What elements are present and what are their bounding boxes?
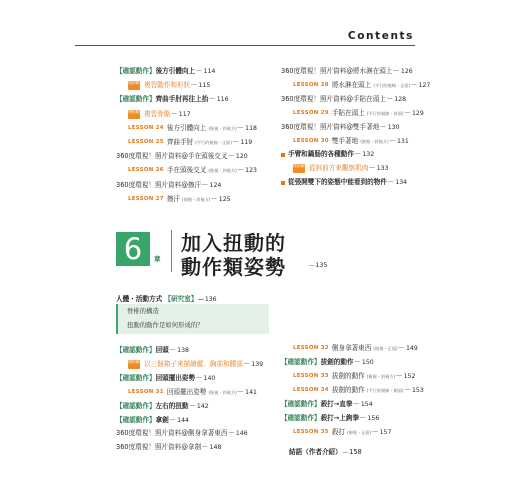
anatomy-badge: 運動解剖 (128, 360, 140, 369)
lesson-label: LESSON 28 (293, 81, 329, 88)
entry-view-note: (平行的視線・斜面) (366, 110, 404, 116)
entry-page: 133 (376, 165, 389, 173)
square-bullet-icon (281, 153, 285, 157)
info-heading-tag: 【研究室】 (164, 295, 198, 303)
leader-dash: ― (360, 415, 366, 421)
entry-page: 150 (361, 359, 374, 366)
toc-entry[interactable] (281, 427, 391, 438)
entry-view-note: (平行的視線・正面) (195, 140, 232, 145)
leader-dash: ― (237, 167, 244, 174)
toc-entry[interactable] (116, 194, 231, 205)
entry-title: 殺打→上鉤拳 (320, 414, 360, 422)
entry-page: 123 (245, 167, 257, 175)
entry-page: 127 (418, 81, 431, 89)
entry-title: 以三個箱子來描繪縱、胸部和腰部 (144, 359, 243, 368)
leader-dash: ― (369, 165, 375, 172)
entry-page: 134 (395, 179, 408, 187)
entry-page: 140 (203, 374, 216, 382)
chapter-divider (171, 230, 172, 272)
leader-dash: ― (404, 387, 410, 393)
toc-entry[interactable] (281, 371, 415, 382)
confirm-action-tag: 【確認動作】 (116, 95, 156, 104)
confirm-action-tag: 【確認動作】 (281, 358, 321, 366)
toc-entry[interactable] (116, 123, 257, 134)
entry-title: 拔劍的動作 (331, 386, 365, 394)
anatomy-badge: 運動解剖 (128, 110, 140, 119)
leader-dash: ― (189, 402, 195, 409)
entry-view-note: (平行的視線・正面) (373, 82, 411, 88)
entry-title: 照片資料@擦汗 (154, 180, 202, 189)
toc-entry[interactable] (116, 180, 221, 191)
entry-view-note: (俯視・斜視方) (208, 389, 237, 395)
toc-entry[interactable] (116, 415, 189, 426)
leader-dash: ― (228, 430, 234, 437)
photo-prefix: 360度環視！ (281, 122, 320, 131)
toc-entry[interactable] (281, 399, 373, 410)
entry-title: 複習動作和形狀 (144, 81, 191, 90)
entry-view-note: (俯視・正面) (373, 346, 398, 351)
confirm-action-tag: 【確認動作】 (281, 414, 321, 422)
chapter-page: ―135 (309, 261, 328, 269)
entry-view-note: (俯視・斜視方) (208, 168, 237, 174)
toc-entry[interactable] (281, 413, 379, 424)
entry-page: 124 (209, 181, 222, 189)
entry-title: 拔劍的動作 (320, 358, 354, 366)
leader-dash: ― (380, 123, 386, 130)
toc-entry[interactable] (116, 66, 215, 77)
ending-page: 158 (349, 448, 362, 456)
ending-title: 結語（作者介紹） (289, 448, 342, 456)
leader-dash: ― (196, 68, 202, 74)
entry-page: 130 (387, 123, 400, 131)
lesson-label: LESSON 35 (293, 429, 329, 435)
entry-page: 126 (400, 68, 413, 75)
entry-view-note: (平行的視線・側面) (366, 388, 404, 393)
entry-page: 141 (245, 388, 257, 396)
entry-page: 116 (216, 96, 229, 104)
toc-entry[interactable] (281, 66, 413, 77)
entry-page: 152 (403, 373, 416, 380)
leader-dash: ― (404, 109, 410, 116)
entry-page: 132 (362, 151, 375, 159)
leader-dash: ― (354, 359, 360, 365)
lesson-label: LESSON 26 (128, 167, 164, 174)
entry-page: 148 (209, 444, 222, 452)
entry-title: 回頭擺出姿勢 (166, 387, 207, 396)
toc-entry[interactable] (116, 428, 248, 439)
entry-title: 手在頭後交叉 (166, 166, 207, 175)
entry-page: 114 (203, 68, 216, 75)
lesson-label: LESSON 33 (293, 373, 329, 379)
chapter-title-line1: 加入扭動的 (181, 231, 286, 255)
toc-ending-entry[interactable]: 結語（作者介紹）―158 (289, 448, 362, 456)
entry-title: 拿劍 (155, 415, 169, 424)
photo-prefix: 360度環視！ (281, 94, 320, 103)
leader-dash: ― (202, 444, 208, 451)
leader-dash: ― (396, 373, 402, 379)
entry-title: 照片資料@將水淋在頭上 (319, 67, 393, 75)
toc-entry[interactable] (116, 151, 248, 162)
entry-page: 157 (379, 429, 392, 436)
info-heading-tag-text: 研究室 (171, 295, 191, 303)
entry-page: 129 (411, 109, 424, 117)
entry-title: 殺打→直拳 (320, 400, 353, 408)
entry-page: 142 (196, 402, 209, 410)
entry-page: 125 (218, 195, 231, 203)
entry-title: 從張開雙下的姿態中能看到的物件 (288, 178, 387, 187)
contents-header-title: Contents (347, 30, 414, 42)
photo-prefix: 360度環視！ (116, 180, 155, 189)
toc-entry[interactable] (281, 136, 409, 147)
info-line: 脊椎的構造 (127, 307, 159, 315)
entry-title: 將水淋在頭上 (331, 80, 372, 89)
entry-title: 從斜前方來觀察肌肉 (309, 164, 369, 173)
leader-dash: ― (243, 360, 250, 367)
confirm-action-tag: 【確認動作】 (116, 373, 156, 382)
leader-dash: ― (191, 82, 197, 89)
entry-title: 拔劍的動作 (331, 372, 365, 380)
leader-dash: ― (209, 96, 215, 103)
leader-dash: ― (169, 347, 176, 353)
photo-prefix: 360度環視！ (116, 429, 155, 438)
entry-page: 119 (240, 139, 253, 146)
entry-title: 手貼在頭上 (331, 108, 365, 117)
toc-entry[interactable] (281, 163, 389, 174)
info-line: 扭動的動作是如何形成的？ (127, 321, 204, 329)
entry-title: 殺打 (331, 428, 345, 436)
toc-entry[interactable] (116, 109, 191, 120)
info-heading: 人體・活動方式 【研究室】―136 (116, 295, 217, 303)
toc-entry[interactable] (116, 387, 257, 398)
photo-prefix: 360度環視！ (116, 152, 155, 161)
entry-title: 回頭擺出姿勢 (155, 373, 196, 382)
entry-page: 118 (245, 124, 257, 132)
entry-title: 齊曲手肘再往上抬 (155, 95, 209, 104)
entry-view-note: (俯視・斜視方) (366, 374, 396, 379)
entry-title: 手臂和鍋肠的各種動作 (288, 150, 354, 159)
toc-entry[interactable] (281, 149, 374, 160)
entry-title: 回頭 (155, 346, 169, 354)
entry-title: 後方引體向上 (155, 67, 196, 75)
entry-page: 139 (251, 360, 264, 368)
entry-page: 149 (405, 345, 418, 352)
entry-title: 齊曲手肘 (166, 138, 194, 146)
entry-title: 擦汗 (166, 194, 180, 203)
entry-title: 側身拿著東西 (331, 344, 372, 352)
leader-dash: ― (389, 137, 395, 144)
lesson-label: LESSON 25 (128, 139, 164, 145)
toc-entry[interactable] (116, 442, 221, 453)
leader-dash: ― (372, 429, 378, 435)
toc-entry[interactable] (281, 357, 374, 368)
leader-dash: ― (202, 181, 208, 188)
entry-page: 131 (396, 137, 409, 145)
toc-entry[interactable] (116, 401, 209, 412)
leader-dash: ― (237, 124, 244, 131)
header-rule (75, 45, 415, 46)
leader-dash: ― (387, 179, 394, 186)
anatomy-badge: 運動解剖 (128, 81, 140, 90)
entry-page: 144 (177, 416, 189, 424)
entry-page: 153 (411, 387, 424, 394)
entry-view-note: (仰視・斜視方) (182, 196, 211, 202)
info-heading-page: 136 (204, 296, 217, 303)
toc-entry[interactable] (116, 165, 257, 176)
toc-entry[interactable] (281, 94, 406, 105)
confirm-action-tag: 【確認動作】 (116, 401, 156, 410)
photo-prefix: 360度環視！ (281, 67, 320, 75)
toc-entry[interactable] (281, 385, 424, 396)
toc-entry[interactable] (116, 345, 189, 356)
lesson-label: LESSON 27 (128, 195, 164, 202)
chapter-number-box: 6 (116, 232, 150, 266)
entry-title: 照片資料@手貼在頭上 (319, 94, 386, 103)
entry-title: 照片資料@手在頭後交叉 (154, 152, 228, 161)
leader-dash: ― (169, 416, 176, 423)
leader-dash: ― (386, 95, 393, 102)
entry-page: 115 (198, 82, 211, 90)
confirm-action-tag: 【確認動作】 (116, 67, 156, 75)
entry-title: 雙手著地 (331, 136, 359, 145)
leader-dash: ― (354, 151, 361, 158)
photo-prefix: 360度環視！ (116, 443, 155, 452)
leader-dash: ― (398, 345, 404, 351)
entry-view-note: (俯視・斜視方) (360, 138, 389, 144)
lesson-label: LESSON 31 (128, 388, 164, 395)
lesson-label: LESSON 32 (293, 345, 329, 351)
entry-title: 複習骨骼 (144, 109, 171, 118)
leader-dash: ― (237, 388, 244, 395)
entry-title: 後方引體向上 (166, 123, 207, 132)
leader-dash: ― (211, 195, 217, 202)
info-heading-text: 人體・活動方式 (116, 295, 163, 303)
entry-view-note: (俯視・斜視方) (208, 125, 237, 131)
toc-entry[interactable] (116, 94, 229, 105)
entry-title: 照片資料@雙手著地 (319, 122, 380, 131)
confirm-action-tag: 【確認動作】 (116, 346, 156, 354)
leader-dash: ― (232, 139, 239, 145)
toc-entry[interactable] (116, 373, 215, 384)
entry-page: 117 (178, 110, 191, 118)
toc-entry[interactable] (281, 122, 400, 133)
entry-title: 照片資料@拿劍 (154, 443, 202, 452)
confirm-action-tag: 【確認動作】 (116, 415, 156, 424)
square-bullet-icon (281, 181, 285, 185)
leader-dash: ― (393, 68, 399, 74)
entry-page: 128 (394, 95, 407, 103)
lesson-label: LESSON 29 (293, 109, 329, 116)
toc-entry[interactable] (116, 137, 252, 148)
chapter-page-number: 135 (315, 261, 328, 269)
leader-dash: ― (228, 153, 234, 160)
anatomy-badge: 運動解剖 (293, 164, 305, 173)
entry-page: 156 (367, 415, 380, 422)
confirm-action-tag: 【確認動作】 (281, 400, 321, 408)
toc-entry[interactable] (281, 343, 418, 354)
entry-title: 照片資料@側身拿著東西 (154, 429, 228, 438)
lesson-label: LESSON 30 (293, 137, 329, 144)
chapter-title-line2: 動作類姿勢 (181, 255, 286, 279)
chapter-label: 章 (154, 255, 161, 263)
toc-entry[interactable] (116, 359, 263, 370)
leader-dash: ― (196, 374, 202, 381)
leader-dash: ― (353, 401, 359, 407)
toc-entry[interactable] (281, 108, 424, 119)
toc-entry[interactable] (116, 80, 210, 91)
leader-dash: ― (171, 110, 177, 117)
entry-view-note: (俯視・正面) (347, 430, 372, 435)
entry-page: 146 (235, 430, 248, 438)
lesson-label: LESSON 34 (293, 387, 329, 393)
lesson-label: LESSON 24 (128, 124, 164, 131)
leader-dash: ― (411, 81, 417, 88)
toc-entry[interactable] (281, 177, 407, 188)
toc-entry[interactable] (281, 80, 430, 91)
entry-title: 左右的扭動 (155, 401, 189, 410)
entry-page: 120 (235, 153, 248, 161)
entry-page: 138 (177, 347, 189, 354)
entry-page: 154 (360, 401, 373, 408)
